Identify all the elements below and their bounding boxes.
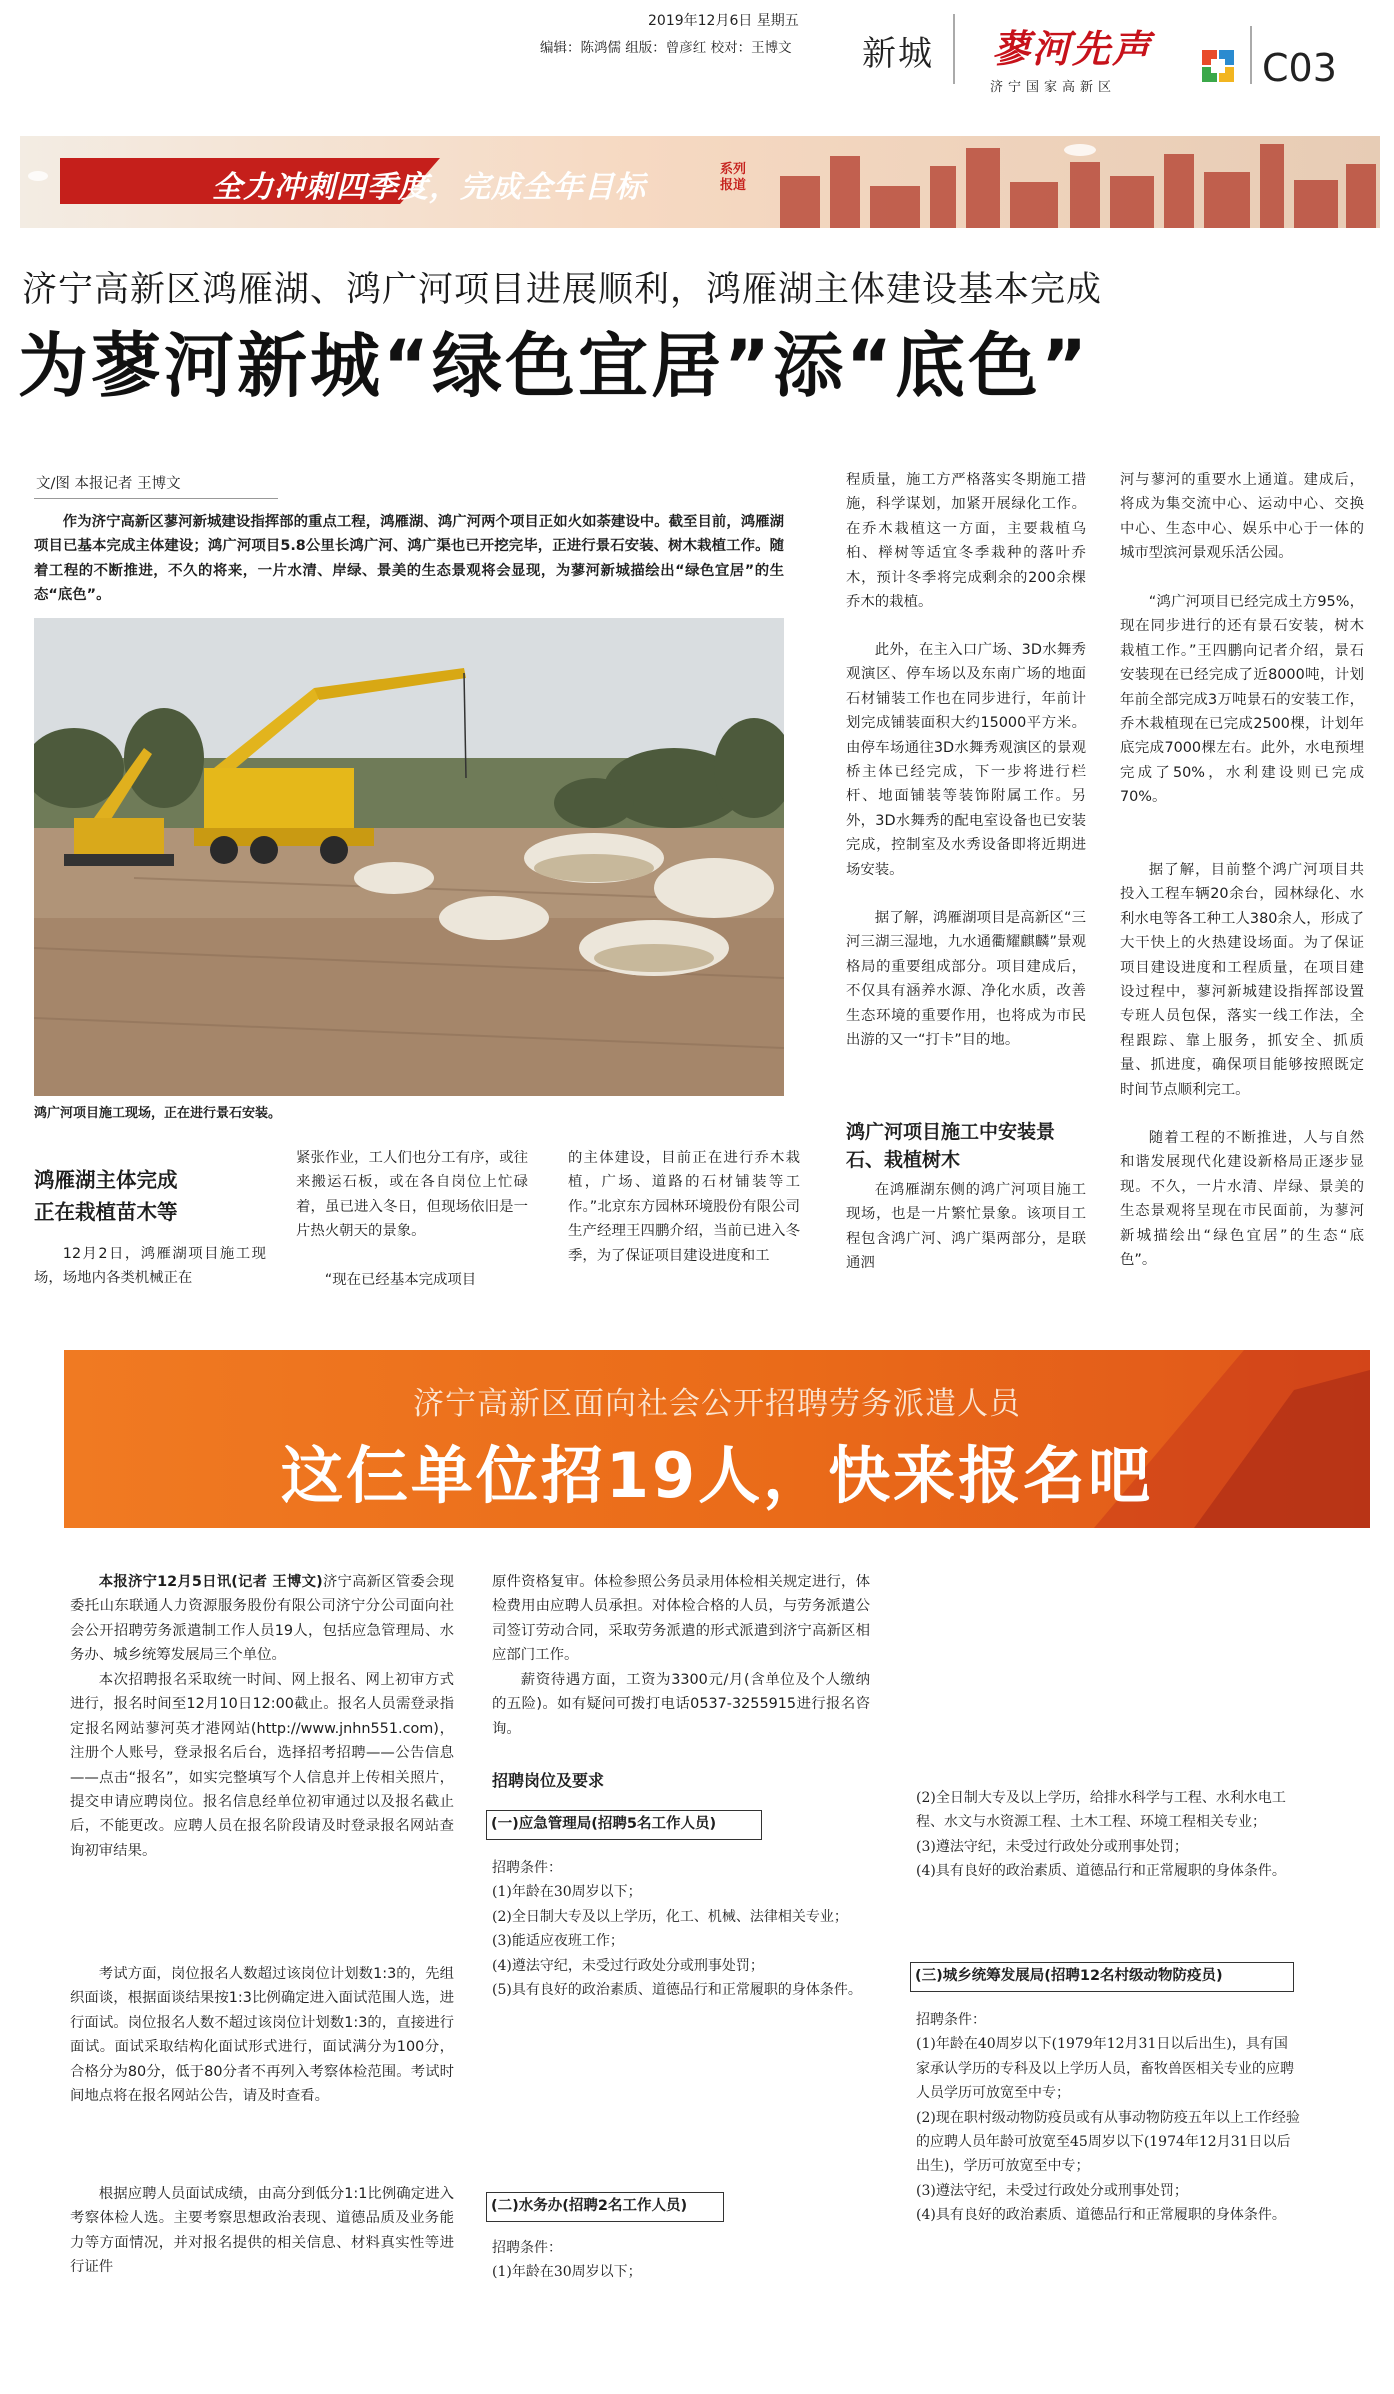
article1-col2b: “现在已经基本完成项目: [324, 1272, 477, 1288]
article2-para4: 根据应聘人员面试成绩，由高分到低分1:1比例确定进入考察体检人选。主要考察思想政治表现、道德品质及业务能力等方面情况，并对报名提供的相关信息、材料真实性等进行证件: [70, 2186, 454, 2276]
article2-para5: 原件资格复审。体检参照公务员录用体检相关规定进行，体检费用由应聘人员承担。对体检合格的人员，与劳务派遣公司签订劳动合同，采取劳务派遣的形式派遣到济宁高新区相应部门工作。: [492, 1574, 870, 1664]
job2-cond-label: 招聘条件：: [492, 2240, 562, 2256]
article2-dateline: 本报济宁12月5日讯(记者 王博文): [98, 1574, 323, 1590]
requirements-heading: 招聘岗位及要求: [492, 1771, 605, 1790]
job2-item: (4)具有良好的政治素质、道德品行和正常履职的身体条件。: [916, 1863, 1286, 1880]
article1-col4c: 据了解，鸿雁湖项目是高新区“三河三湖三湿地，九水通衢耀麒麟”景观格局的重要组成部分。项目建成后，不仅具有涵养水源、净化水质，改善生态环境的重要作用，也将成为市民出游的又一“打卡”目的地。: [846, 910, 1086, 1049]
article1-col4b: 此外，在主入口广场、3D水舞秀观演区、停车场以及东南广场的地面石材铺装工作也在同步进行，年前计划完成铺装面积大约15000平方米。由停车场通往3D水舞秀观演区的景观桥主体已经完成，下一步将进行栏杆、地面铺装等装饰附属工作。另外，3D水舞秀的配电室设备也已安装完成，控制室及水秀设备即将近期进场安装。: [846, 642, 1086, 878]
job2-requirements: [492, 2236, 872, 2285]
article2-subtitle: 济宁高新区面向社会公开招聘劳务派遣人员: [413, 1386, 1021, 1422]
article1-col2a: 紧张作业，工人们也分工有序，或往来搬运石板，或在各自岗位上忙碌着，虽已进入冬日，但现场依旧是一片热火朝天的景象。: [296, 1150, 528, 1240]
article2-para2: 本次招聘报名采取统一时间、网上报名、网上初审方式进行，报名时间至12月10日12:00截止。报名人员需登录指定报名网站蓼河英才港网站(http://www.jnhn551.com)，注册个人账号，登录报名后台，选择招考招聘——公告信息——点击“报名”，如实完整填写个人信息并上传相关照片，提交申请应聘岗位。报名信息经单位初审通过以及报名截止后，不能更改。应聘人员在报名阶段请及时登录报名网站查询初审结果。: [70, 1672, 454, 1859]
header-divider-2: [1250, 26, 1252, 84]
job1-item: (2)全日制大专及以上学历，化工、机械、法律相关专业；: [492, 1908, 848, 1925]
article1-col5b: “鸿广河项目已经完成土方95%，现在同步进行的还有景石安装，树木栽植工作。”王四鹏向记者介绍，景石安装现在已经完成了近8000吨，计划年前全部完成3万吨景石的安装工作，乔木栽植现在已完成2500棵，计划年底完成7000棵左右。此外，水电预埋完成了50%，水利建设则已完成70%。: [1120, 594, 1364, 806]
article1-subtitle: 济宁高新区鸿雁湖、鸿广河项目进展顺利，鸿雁湖主体建设基本完成: [22, 270, 1103, 310]
job3-item: (4)具有良好的政治素质、道德品行和正常履职的身体条件。: [916, 2207, 1286, 2224]
job1-cond-label: 招聘条件：: [492, 1860, 562, 1876]
byline-rule: [34, 498, 278, 499]
article1-subhead-1: 鸿雁湖主体完成正在栽植苗木等: [34, 1168, 178, 1224]
article1-subhead-2: 鸿广河项目施工中安装景石、栽植树木: [846, 1121, 1056, 1171]
article1-col4d: 在鸿雁湖东侧的鸿广河项目施工现场，也是一片繁忙景象。该项目工程包含鸿广河、鸿广渠两部分，是联通泗: [846, 1182, 1086, 1272]
article1-title: 为蓼河新城“绿色宜居”添“底色”: [18, 325, 1091, 407]
article1-col1: 12月2日，鸿雁湖项目施工现场，场地内各类机械正在: [34, 1246, 266, 1287]
banner-tag-2: 报道: [720, 178, 747, 193]
page-number: C03: [1262, 46, 1337, 90]
series-banner: [20, 136, 1380, 228]
job2-requirements-cont: [916, 1786, 1300, 1884]
article2-para1-text: 济宁高新区管委会现委托山东联通人力资源服务股份有限公司济宁分公司面向社会公开招聘劳务派遣制工作人员19人，包括应急管理局、水务办、城乡统筹发展局三个单位。: [70, 1574, 454, 1664]
job3-cond-label: 招聘条件：: [916, 2012, 986, 2028]
recruitment-banner: [64, 1350, 1370, 1528]
masthead-logo: 蓼河先声: [992, 26, 1153, 71]
article1-lead: 作为济宁高新区蓼河新城建设指挥部的重点工程，鸿雁湖、鸿广河两个项目正如火如荼建设中。截至目前，鸿雁湖项目已基本完成主体建设；鸿广河项目5.8公里长鸿广河、鸿广渠也已开挖完毕，正进行景石安装、树木栽植工作。随着工程的不断推进，不久的将来，一片水清、岸绿、景美的生态景观将会显现，为蓼河新城描绘出“绿色宜居”的生态“底色”。: [34, 514, 784, 604]
job1-item: (4)遵法守纪，未受过行政处分或刑事处罚；: [492, 1957, 764, 1974]
job2-item: (2)全日制大专及以上学历，给排水科学与工程、水利水电工程、水文与水资源工程、土木工程、环境工程相关专业；: [916, 1790, 1286, 1831]
photo-caption: 鸿广河项目施工现场，正在进行景石安装。: [34, 1106, 282, 1121]
banner-slogan: 全力冲刺四季度，完成全年目标: [212, 170, 646, 205]
job3-title-box: (三)城乡统筹发展局(招聘12名村级动物防疫员): [910, 1962, 1294, 1992]
emblem-icon: [1200, 48, 1236, 84]
job3-item: (2)现在职村级动物防疫员或有从事动物防疫五年以上工作经验的应聘人员年龄可放宽至45周岁以下(1974年12月31日以后出生)，学历可放宽至中专；: [916, 2109, 1300, 2175]
construction-photo: [34, 618, 784, 1096]
article1-col3: 的主体建设，目前正在进行乔木栽植，广场、道路的石材铺装等工作。”北京东方园林环境股份有限公司生产经理王四鹏介绍，当前已进入冬季，为了保证项目建设进度和工: [568, 1150, 800, 1264]
job1-item: (5)具有良好的政治素质、道德品行和正常履职的身体条件。: [492, 1982, 862, 1999]
article1-col4a: 程质量，施工方严格落实冬期施工措施，科学谋划，加紧开展绿化工作。在乔木栽植这一方面，主要栽植乌桕、榉树等适宜冬季栽种的落叶乔木，预计冬季将完成剩余的200余棵乔木的栽植。: [846, 472, 1086, 611]
issue-date: 2019年12月6日 星期五: [648, 13, 799, 29]
section-name: 新城: [862, 34, 934, 74]
masthead-subtitle: 济宁国家高新区: [990, 80, 1117, 95]
article1-byline: 文/图 本报记者 王博文: [36, 476, 181, 492]
banner-tag-1: 系列: [720, 162, 747, 177]
job2-item: (1)年龄在30周岁以下；: [492, 2264, 642, 2281]
job2-item: (3)遵法守纪，未受过行政处分或刑事处罚；: [916, 1838, 1188, 1855]
job3-item: (3)遵法守纪，未受过行政处分或刑事处罚；: [916, 2182, 1188, 2199]
job1-requirements: [492, 1856, 872, 2002]
article2-para3: 考试方面，岗位报名人数超过该岗位计划数1:3的，先组织面谈，根据面谈结果按1:3比例确定进入面试范围人选，进行面试。岗位报名人数不超过该岗位计划数1:3的，直接进行面试。面试采取结构化面试形式进行，面试满分为100分，合格分为80分，低于80分者不再列入考察体检范围。考试时间地点将在报名网站公告，请及时查看。: [70, 1966, 454, 2105]
article2-title: 这仨单位招19人，快来报名吧: [280, 1439, 1154, 1512]
article2-para6: 薪资待遇方面，工资为3300元/月(含单位及个人缴纳的五险)。如有疑问可拨打电话0537-3255915进行报名咨询。: [492, 1672, 870, 1737]
editor-credits: 编辑：陈鸿儒 组版：曾彦红 校对：王博文: [540, 40, 792, 56]
article1-col5d: 随着工程的不断推进，人与自然和谐发展现代化建设新格局正逐步显现。不久，一片水清、岸绿、景美的生态景观将呈现在市民面前，为蓼河新城描绘出“绿色宜居”的生态“底色”。: [1120, 1130, 1364, 1269]
job1-title-box: (一)应急管理局(招聘5名工作人员): [486, 1810, 762, 1840]
job3-item: (1)年龄在40周岁以下(1979年12月31日以后出生)，具有国家承认学历的专科及以上学历人员，畜牧兽医相关专业的应聘人员学历可放宽至中专；: [916, 2036, 1294, 2102]
banner-series-tag: [720, 162, 746, 194]
header-divider: [953, 14, 955, 84]
article1-col5c: 据了解，目前整个鸿广河项目共投入工程车辆20余台，园林绿化、水利水电等各工种工人380余人，形成了大干快上的火热建设场面。为了保证项目建设进度和工程质量，在项目建设过程中，蓼河新城建设指挥部设置专班人员包保，落实一线工作法，全程跟踪、靠上服务，抓安全、抓质量、抓进度，确保项目能够按照既定时间节点顺利完工。: [1120, 862, 1364, 1098]
job3-requirements: [916, 2008, 1300, 2228]
job1-item: (1)年龄在30周岁以下；: [492, 1884, 642, 1901]
job2-title-box: (二)水务办(招聘2名工作人员): [486, 2192, 724, 2222]
article1-col5a: 河与蓼河的重要水上通道。建成后，将成为集交流中心、运动中心、交换中心、生态中心、娱乐中心于一体的城市型滨河景观乐活公园。: [1120, 472, 1364, 562]
job1-item: (3)能适应夜班工作；: [492, 1933, 624, 1950]
article2-para1: [70, 1570, 454, 1668]
